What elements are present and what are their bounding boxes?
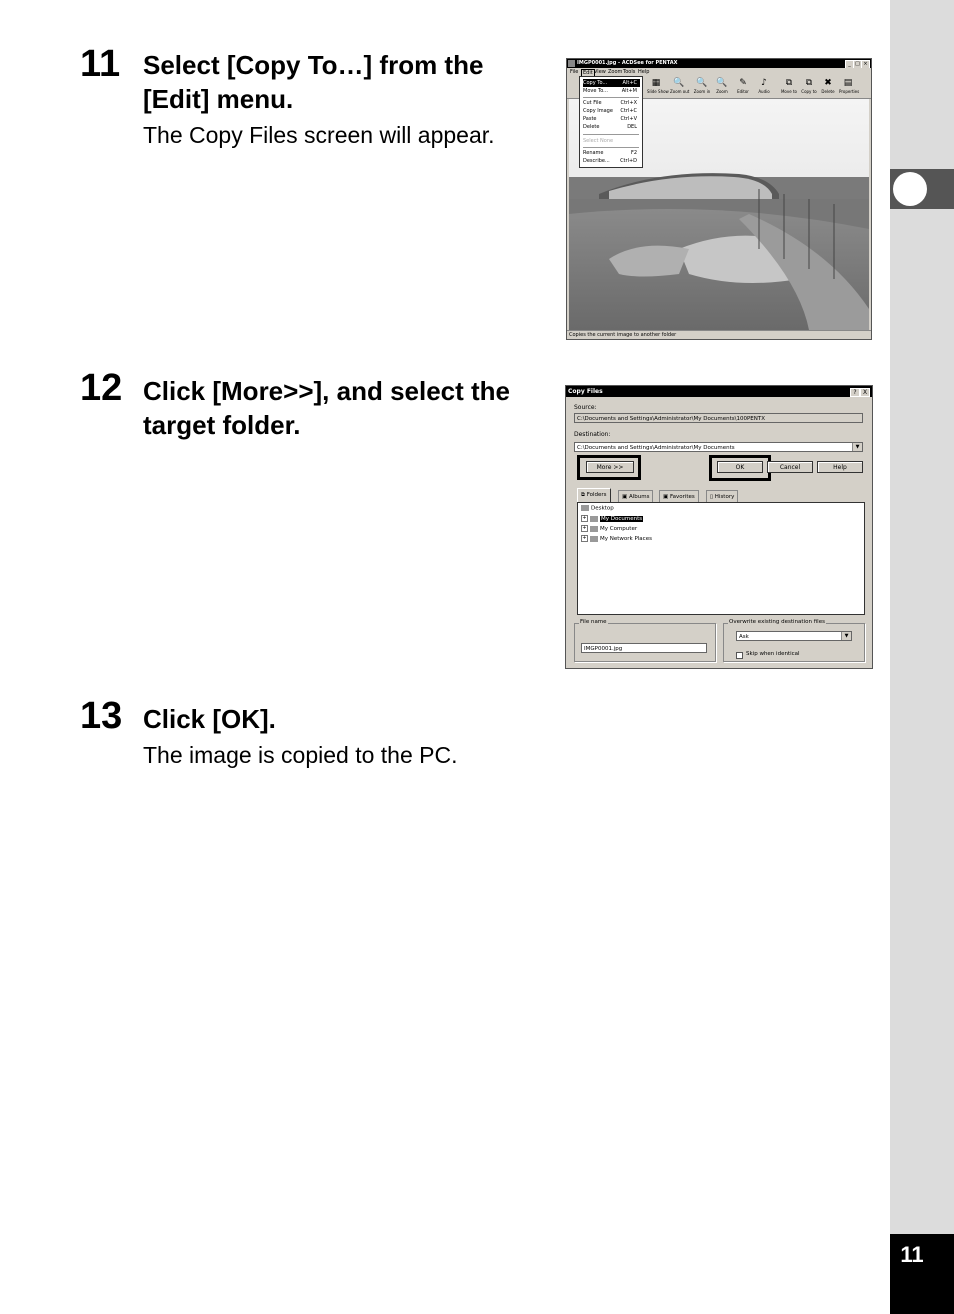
destination-combo[interactable] — [574, 442, 863, 452]
more-button-highlight — [577, 455, 641, 480]
file-name-input[interactable]: IMGP0001.jpg — [581, 643, 707, 653]
expand-icon: + — [582, 535, 587, 541]
copy-to-button[interactable]: ⧉ Copy to — [801, 78, 817, 94]
overwrite-value: Ask — [739, 634, 749, 640]
folder-icon — [590, 516, 598, 522]
dialog-title: Copy Files — [568, 388, 603, 395]
chapter-marker — [893, 172, 927, 206]
delete-icon: ✖ — [824, 78, 832, 88]
audio-icon: ♪ — [761, 78, 767, 88]
menu-tools[interactable]: Tools — [623, 69, 636, 75]
overwrite-group — [723, 619, 865, 662]
more-button[interactable]: More >> — [586, 461, 634, 473]
window-titlebar — [567, 59, 871, 68]
menu-item-copy-to[interactable]: Copy To... Alt+C — [583, 79, 640, 87]
menu-separator — [583, 97, 639, 98]
skip-identical-label: Skip when identical — [746, 651, 800, 657]
editor-icon: ✎ — [739, 78, 747, 88]
file-name-label: File name — [580, 619, 607, 625]
menu-help[interactable]: Help — [638, 69, 650, 75]
status-bar — [567, 330, 871, 340]
maximize-icon[interactable]: □ — [853, 60, 862, 69]
cancel-button[interactable]: Cancel — [767, 461, 813, 473]
slideshow-icon: ▦ — [651, 78, 661, 88]
tree-item-my-network-places[interactable]: + My Network Places — [582, 535, 652, 542]
menu-view[interactable]: View — [594, 69, 606, 75]
folder-tree[interactable] — [577, 502, 865, 615]
ok-button-highlight — [709, 455, 771, 481]
menu-item-describe[interactable]: Describe... Ctrl+D — [583, 158, 637, 164]
destination-value: C:\Documents and Settings\Administrator\My Documents — [577, 445, 735, 451]
menu-separator — [583, 147, 639, 148]
chevron-down-icon[interactable]: ▼ — [841, 632, 851, 640]
properties-button[interactable]: ▤ Properties — [839, 78, 860, 94]
dialog-titlebar — [566, 386, 872, 397]
zoom-in-icon: 🔍 — [696, 78, 708, 88]
network-icon — [590, 536, 598, 542]
copy-files-dialog — [565, 385, 873, 669]
tab-albums[interactable]: ▣ Albums — [618, 490, 653, 503]
editor-button[interactable]: ✎ Editor — [734, 78, 752, 97]
menu-item-select-none: Select None — [583, 138, 614, 144]
audio-button[interactable]: ♪ Audio — [755, 78, 773, 97]
step-number: 11 — [80, 43, 121, 85]
menu-item-cut-file[interactable]: Cut File Ctrl+X — [583, 100, 637, 106]
step-description: The Copy Files screen will appear. — [143, 122, 495, 148]
expand-icon: + — [582, 515, 587, 521]
overwrite-label: Overwrite existing destination files — [729, 619, 825, 625]
menu-separator — [583, 134, 639, 135]
menu-item-move-to[interactable]: Move To... Alt+M — [583, 88, 637, 94]
desktop-icon — [581, 505, 589, 511]
zoom-in-button[interactable]: 🔍 Zoom in — [693, 78, 711, 94]
menu-zoom[interactable]: Zoom — [608, 69, 623, 75]
acdsee-screenshot — [566, 58, 872, 340]
edit-menu — [579, 76, 643, 168]
menu-edit[interactable]: Edit — [583, 70, 593, 76]
close-icon[interactable]: × — [861, 60, 870, 69]
step-number: 13 — [80, 695, 123, 737]
slideshow-button[interactable]: ▦ Slide Show — [647, 78, 669, 94]
computer-icon — [590, 526, 598, 532]
properties-icon: ▤ — [843, 78, 853, 88]
tab-folders[interactable]: ⧉ Folders — [577, 488, 611, 503]
step-title: Click [More>>], and select the target folder. — [143, 376, 511, 440]
menu-item-paste[interactable]: Paste Ctrl+V — [583, 116, 637, 122]
delete-button[interactable]: ✖ Delete — [819, 78, 837, 97]
destination-label: Destination: — [574, 431, 611, 438]
page-number: 11 — [900, 1242, 924, 1267]
zoom-out-icon: 🔍 — [673, 78, 685, 88]
tab-favorites[interactable]: ▣ Favorites — [659, 490, 699, 503]
app-icon — [568, 60, 575, 67]
chevron-down-icon[interactable]: ▼ — [852, 443, 862, 451]
source-label: Source: — [574, 404, 597, 411]
step-description: The image is copied to the PC. — [143, 742, 458, 768]
zoom-icon: 🔍 — [716, 78, 728, 88]
move-to-button[interactable]: ⧉ Move to — [780, 78, 797, 94]
zoom-button[interactable]: 🔍 Zoom — [713, 78, 731, 97]
source-field: C:\Documents and Settings\Administrator\My Documents\100PENTX — [574, 413, 863, 423]
overwrite-select[interactable] — [736, 631, 852, 641]
copy-to-icon: ⧉ — [805, 78, 813, 88]
tree-item-my-computer[interactable]: + My Computer — [582, 525, 638, 532]
menu-item-rename[interactable]: Rename F2 — [583, 150, 637, 156]
file-name-group — [574, 619, 716, 662]
menu-file[interactable]: File — [570, 69, 579, 75]
menu-item-copy-image[interactable]: Copy Image Ctrl+C — [583, 108, 637, 114]
zoom-out-button[interactable]: 🔍 Zoom out — [670, 78, 690, 94]
expand-icon: + — [582, 525, 587, 531]
skip-identical-checkbox[interactable] — [736, 652, 743, 659]
step-title: Select [Copy To…] from the [Edit] menu. — [143, 50, 484, 114]
help-button[interactable]: Help — [817, 461, 863, 473]
menu-item-delete[interactable]: Delete DEL — [583, 124, 637, 130]
tab-history[interactable]: ▯ History — [706, 490, 738, 503]
status-text: Copies the current image to another folder — [569, 332, 677, 338]
window-title: IMGP0001.jpg - ACDSee for PENTAX — [577, 60, 678, 66]
help-icon[interactable]: ? — [850, 388, 860, 397]
ok-button[interactable]: OK — [717, 461, 763, 473]
minimize-icon[interactable]: _ — [845, 60, 854, 69]
close-icon[interactable]: X — [860, 388, 870, 397]
tree-item-my-documents[interactable]: + My Documents — [582, 515, 643, 522]
menu-bar — [567, 68, 871, 76]
step-number: 12 — [80, 367, 123, 409]
step-title: Click [OK]. — [143, 704, 276, 734]
move-to-icon: ⧉ — [785, 78, 793, 88]
tree-item-desktop[interactable]: Desktop — [581, 505, 614, 512]
